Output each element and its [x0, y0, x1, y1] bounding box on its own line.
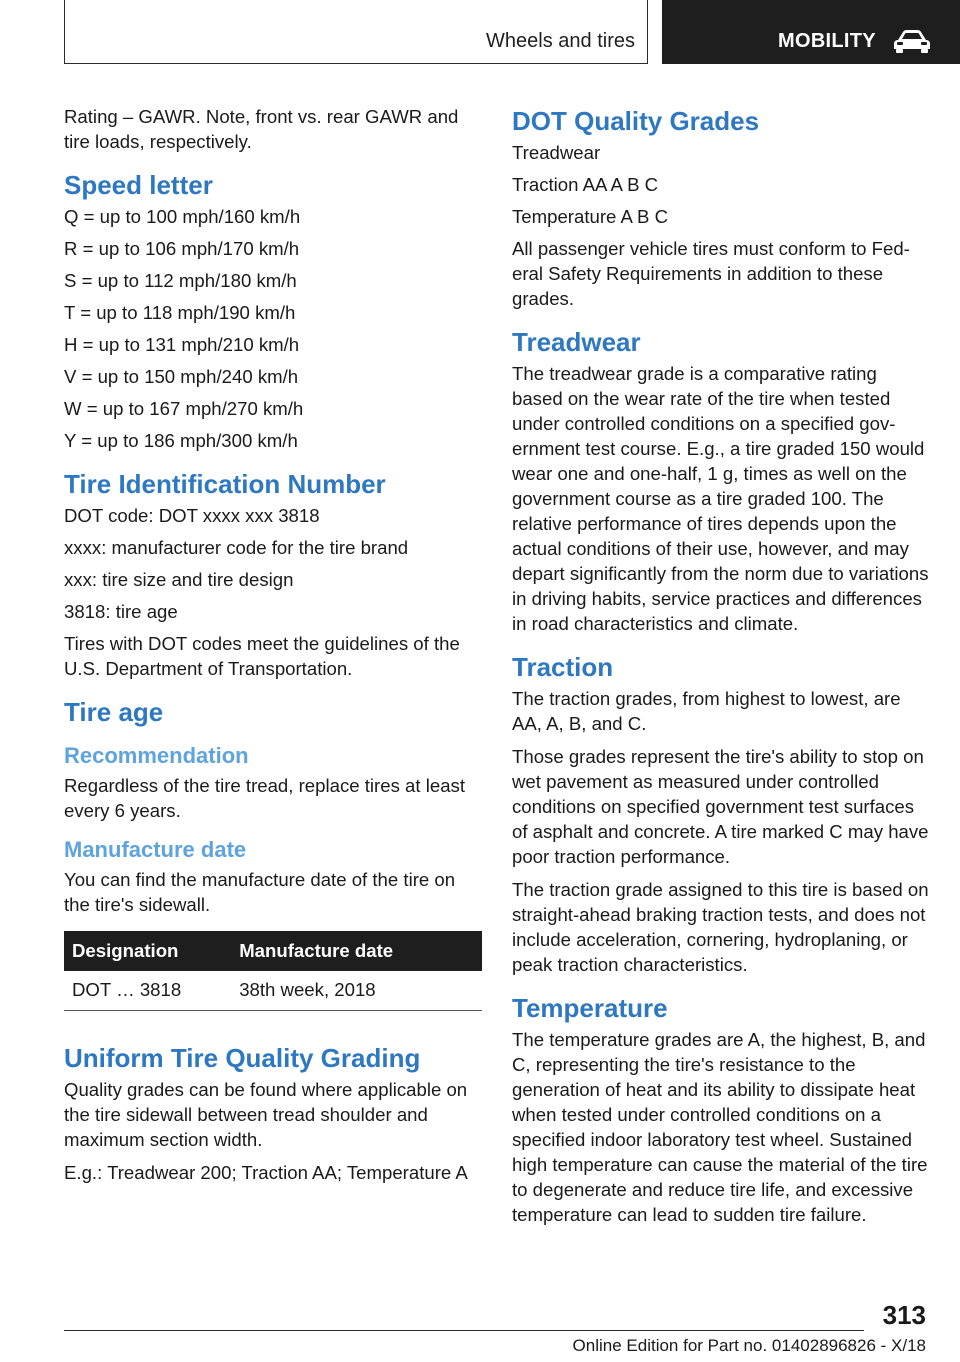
manufacture-date-table [64, 931, 482, 1011]
edition-label: Online Edition for Part no. 01402896826 - X/18 [572, 1336, 926, 1355]
speed-line: V = up to 150 mph/240 km/h [64, 366, 299, 387]
header-chapter-title: MOBILITY [778, 30, 876, 52]
tin-heading: Tire Identification Number [64, 469, 386, 499]
speed-letter-list [64, 204, 482, 453]
table-header-row [64, 931, 482, 971]
dot-quality-heading: DOT Quality Grades [512, 106, 760, 136]
traction-heading: Traction [512, 652, 614, 682]
tin-paragraph: Tires with DOT codes meet the guidelines of the U.S. Department of Transportation. [64, 633, 460, 679]
speed-line: Q = up to 100 mph/160 km/h [64, 206, 301, 227]
speed-line: W = up to 167 mph/270 km/h [64, 398, 304, 419]
footer-divider [64, 1330, 864, 1331]
tin-list [64, 503, 482, 624]
utqg-paragraph-2: E.g.: Treadwear 200; Traction AA; Temperature A [64, 1162, 468, 1183]
page-number: 313 [882, 1300, 926, 1330]
traction-paragraph-3: The traction grade assigned to this tire is based on straight-ahead braking traction tests, and does not include acceleration, cornering, hydroplaning, or peak traction characteristics. [512, 879, 929, 975]
speed-line: T = up to 118 mph/190 km/h [64, 302, 296, 323]
tin-line: 3818: tire age [64, 601, 178, 622]
recommendation-text: Regardless of the tire tread, replace tires at least every 6 years. [64, 775, 466, 821]
speed-line: S = up to 112 mph/180 km/h [64, 270, 297, 291]
treadwear-text: The treadwear grade is a comparative rating based on the wear rate of the tire when tested under controlled conditions on a specified government test course. E.g., a tire graded 150 would wear one and one-half, 1 g, times as well on the government course as a tire graded 100. The relative performance of tires depends upon the actual conditions of their use, however, and may depart significantly from the norm due to variations in driving habits, service practices and differences in road characteristics and climate. [512, 363, 929, 634]
dot-line: Temperature A B C [512, 206, 669, 227]
header-chapter-tab[interactable] [662, 0, 960, 64]
manufacture-date-heading: Manufacture date [64, 837, 247, 862]
car-icon [892, 28, 932, 54]
table-header-manufacture-date: Manufacture date [231, 931, 482, 971]
dot-line: Treadwear [512, 142, 601, 163]
utqg-heading: Uniform Tire Quality Grading [64, 1043, 421, 1073]
tire-age-heading: Tire age [64, 697, 164, 727]
utqg-paragraph-1: Quality grades can be found where applicable on the tire sidewall between tread shoulder and maximum section width. [64, 1079, 468, 1150]
temperature-text: The temperature grades are A, the highest, B, and C, representing the tire's resistance to the generation of heat and its ability to dissipate heat when tested under controlled conditions on a specified indoor laboratory test wheel. Sustained high temperature can cause the material of the tire to degenerate and reduce tire life, and excessive temperature can lead to sudden tire failure. [512, 1029, 928, 1225]
treadwear-heading: Treadwear [512, 327, 641, 357]
tin-line: DOT code: DOT xxxx xxx 3818 [64, 505, 320, 526]
traction-paragraph-2: Those grades represent the tire's ability to stop on wet pavement as measured under controlled conditions on specified government test surfaces of asphalt and concrete. A tire marked C may have poor traction performance. [512, 746, 929, 867]
header-section-box [64, 0, 648, 64]
speed-line: Y = up to 186 mph/300 km/h [64, 430, 298, 451]
temperature-heading: Temperature [512, 993, 668, 1023]
tin-line: xxx: tire size and tire design [64, 569, 294, 590]
manufacture-date-text: You can find the manufacture date of the tire on the tire's sidewall. [64, 869, 456, 915]
header-section-title: Wheels and tires [486, 30, 635, 52]
dot-line: Traction AA A B C [512, 174, 659, 195]
table-cell-designation: DOT … 3818 [64, 971, 231, 1011]
recommendation-heading: Recommendation [64, 743, 249, 768]
table-header-designation: Designation [64, 931, 231, 971]
table-cell-manufacture-date: 38th week, 2018 [231, 971, 482, 1011]
table-row [64, 971, 482, 1011]
dot-quality-list [512, 140, 932, 229]
tin-line: xxxx: manufacturer code for the tire brand [64, 537, 409, 558]
speed-line: H = up to 131 mph/210 km/h [64, 334, 300, 355]
right-column [512, 104, 932, 1235]
intro-paragraph: Rating – GAWR. Note, front vs. rear GAWR and tire loads, respectively. [64, 106, 459, 152]
speed-letter-heading: Speed letter [64, 170, 213, 200]
traction-paragraph-1: The traction grades, from highest to lowest, are AA, A, B, and C. [512, 688, 901, 734]
dot-paragraph: All passenger vehicle tires must conform to Federal Safety Requirements in addition to these grades. [512, 238, 910, 309]
speed-line: R = up to 106 mph/170 km/h [64, 238, 300, 259]
left-column [64, 104, 482, 1193]
